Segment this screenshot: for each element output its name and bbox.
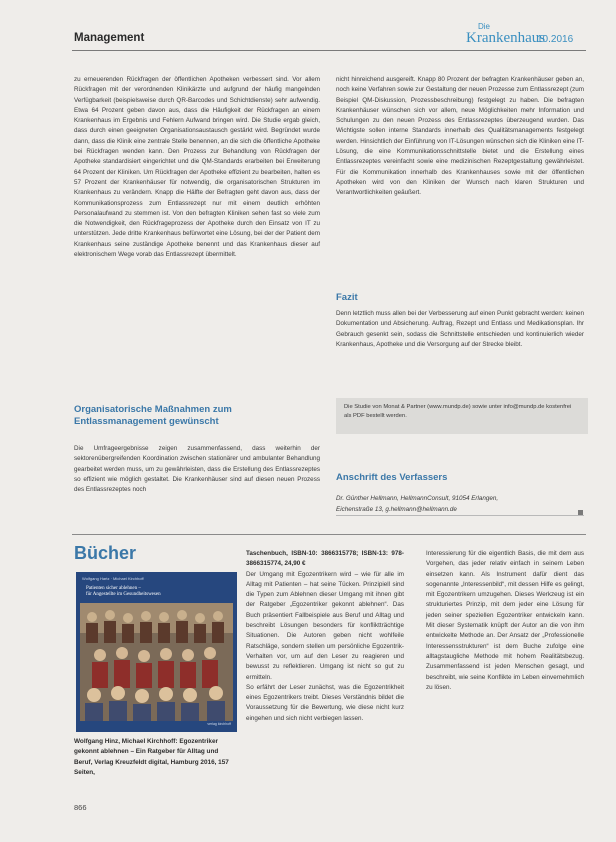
fazit-text [336, 309, 584, 350]
article-end-mark [578, 510, 583, 515]
column-right-text [336, 75, 584, 199]
section-divider [72, 534, 586, 535]
author-address [336, 493, 566, 515]
cover-title [86, 586, 161, 598]
book-review-column-2 [426, 549, 584, 693]
paragraph: nicht hinreichend ausgereift. Knapp 80 Prozent der befragten Krankenhäuser geben an, noch keine Verfahren sowie zur Gestaltung der neuen Prozesse zum Entlassrezept (zum Beispiel QM-Diskussion, Prozessbeschreibung) festgelegt zu haben. Die befragten Krankenhäuser wünschen sich vor allem, neue Möglichkeiten mehr Information und Schulungen zu den neuen Prozess des Entlassrezeptes überzeugend wurden. Das Wichtigste sollen interne Standards innerhalb des Qualitätsmanagements festgelegt werden. Hinsichtlich der Einführung von IT-Lösungen wünschen sich die Kliniken eine IT-Lösung, die eine Kommunikationsschnittstelle bietet und die Erstellung eines Entlassrezeptes vereinfacht sowie eine medizinischen Rezeptgestaltung gewährleistet. Für die Kommunikation innerhalb des Krankenhauses sowie mit der öffentlichen Apotheken wird von den Kliniken der Wunsch nach klaren Strukturen und Verantwortlichkeiten geäußert. [336, 76, 584, 197]
books-section-title: Bücher [74, 543, 137, 563]
book-cover-image [76, 572, 237, 732]
paragraph: zu erneuerenden Rückfragen der öffentlichen Apotheken verbessert sind. Vor allem Rückfragen mit der verordnenden Klinikärzte und aufgrund der häufig mangelnden Verfügbarkeit (beispielsweise durch QR-Barcodes und Schichtdienste) sehr aufwendig. Etwa 64 Prozent geben davon aus, dass die Häufigkeit der Rückfragen an einem Krankenhaus im Ergebnis und Fehlern Aufwand bringen wird. Die Studie ergab gleich, dass durch einen geeigneten Organisationsaustausch gestärkt wird. Begründet wurde dann, dass die Klinik eine zentrale Stelle benennen, an die sich die öffentliche Apotheke bei Rückfragen wenden kann. Den Prozess zur Behandlung von Rückfragen der Apotheke standardisiert eingerichtet und die QM-Standards erarbeiten bei Erweiterung 64 Prozent der Kliniken. Um Rückfragen der Apotheke effizient zu bearbeiten, halten es 57 Prozent der Krankenhäuser für notwendig, die organisatorischen Strukturen im Krankenhaus zu verändern. Knapp die Hälfte der Befragten geht davon aus, dass der Kommunikationsprozess zum Entlassrezept nur mit einem deutlich erhöhten Personalaufwand zu stemmen ist. Von den befragten Kliniken sehen fast so viele zum die Notwendigkeit, den Rückfrageprozess der Apotheke durch den Einsatz von IT zu unterstützen. Jede dritte Krankenhaus befürwortet eine Lösung, bei der der Patient dem Krankenhaus seine zuständige Apotheke benennt und das Krankenhaus dieser auf elektronischem Wege vorab das Entlassrezept übermittelt. [74, 76, 320, 259]
issue-number: 10.2016 [537, 34, 574, 45]
magazine-brand [466, 22, 546, 47]
brand-prefix: Die [478, 22, 491, 31]
paragraph: Interessierung für die eigentlich Basis, die mit dem aus Vorgehen, das jeder relativ einfach in seinem Leben einsetzen kann. Als Instrument dafür dient das sogenannte „Interessenbild“, mit dessen Hilfe es gelingt, mit Egozentrikern umzugehen. Dieses Werkzeug ist ein strukturiertes Prinzip, mit dem jeder eine Lösung für jeden seiner speziellen Egozentriker entwickeln kann. Mit dieser Systematik knüpft der Autor an die von ihm entwickelte Methode an. Der Ansatz der „Professionelle Interessensstrukturen“ ist dem Buche zufolge eine alltagstaugliche Methode mit hohem Realitätsbezug. Zusammenfassend ist jeden Menschen gesagt, und beschreibt, wie seine Konflikte im Leben einvernehmlich zu lösen. [426, 550, 584, 691]
book-caption: Wolfgang Hinz, Michael Kirchhoff: Egozentriker gekonnt ablehnen – Ein Ratgeber für Alltag und Beruf, Verlag Kreuzfeldt digital, Hamburg 2016, 157 Seiten, [74, 738, 229, 776]
brand-name: Krankenhaus [466, 30, 546, 46]
section-label: Management [74, 32, 145, 44]
subheading-fazit: Fazit [336, 292, 358, 303]
book-review-column-1 [246, 549, 404, 724]
book-isbn: Taschenbuch, ISBN-10: 3866315778; ISBN-13: 978-3866315774, 24,90 € [246, 550, 404, 568]
cover-subtitle-line: für Angestellte im Gesundheitswesen [86, 592, 161, 597]
cover-photo [80, 603, 233, 721]
paragraph: Die Umfrageergebnisse zeigen zusammenfassend, dass weiterhin der sektorenübergreifenden Koordination zwischen stationärer und ambulanter Behandlung gearbeitet werden muss, um zu gewährleisten, dass die Erstellung des Entlassrezeptes so effizient wie möglich gestaltet. Die Krankenhäuser sind auf diesen neuen Prozess des Entlassrezeptes noch [74, 445, 320, 494]
page-number: 866 [74, 803, 87, 812]
column-left-text [74, 75, 320, 260]
address-line-2: Eichenstraße 13, g.hellmann@hellmann.de [336, 506, 457, 513]
header-divider [72, 50, 586, 51]
cover-title-line: Patienten sicher ablehnen – [86, 586, 141, 591]
address-divider [336, 515, 584, 516]
study-info-box: Die Studie von Monat & Partner (www.mundp.de) sowie unter info@mundp.de kostenfrei als PDF bestellt werden. [336, 398, 588, 434]
paragraph: So erfährt der Leser zunächst, was die Egozentrikheit eines Egozentrikers treibt. Dieses Verständnis bildet die Voraussetzung für die Bewertung, wie diese nicht kurz eingehen und sich nicht verbiegen lassen. [246, 683, 404, 722]
paragraph: Der Umgang mit Egozentrikern wird – wie für alle im Alltag mit Patienten – hat seine Tücken. Prinzipiell sind die Typen zum Ablehnen dieser Umgang mit ihnen gibt der Ratgeber „Egozentriker gekonnt ablehnen“. Das Buch präsentiert Fallbeispiele aus Beruf und Alltag und beschreibt Lösungen besonders für konfliktträchtige Situationen. Die Autoren geben nicht wohlfeile Ratschläge, sondern stellen um persönliche Egozentrik-Verhalten vor, um auf den Leser zu reagieren und bewusst zu reflektieren. Umgang ist nicht so gut zu ermitteln. [246, 570, 404, 681]
subheading-organisation: Organisatorische Maßnahmen zum Entlassmanagement gewünscht [74, 404, 232, 427]
paragraph: Denn letztlich muss allen bei der Verbesserung auf einen Punkt gebracht werden: keinen Dokumentation und Absicherung. Auftrag, Rezept und Entlass und Medikationsplan. Ihr Gebrauch gesenkt sein, sodass die Schnittstelle entschieden und kontinuierlich wieder Krankenhaus, Apotheke und die Versorgung auf der Strecke bleibt. [336, 310, 584, 348]
organisation-text [74, 444, 320, 495]
cover-publisher: verlag kirchhoff [207, 722, 231, 726]
cover-authors: Wolfgang Hartz · Michael Kirchhoff [82, 576, 144, 581]
address-line-1: Dr. Günther Hellmann, HellmannConsult, 91054 Erlangen, [336, 495, 499, 502]
subheading-address: Anschrift des Verfassers [336, 472, 448, 483]
